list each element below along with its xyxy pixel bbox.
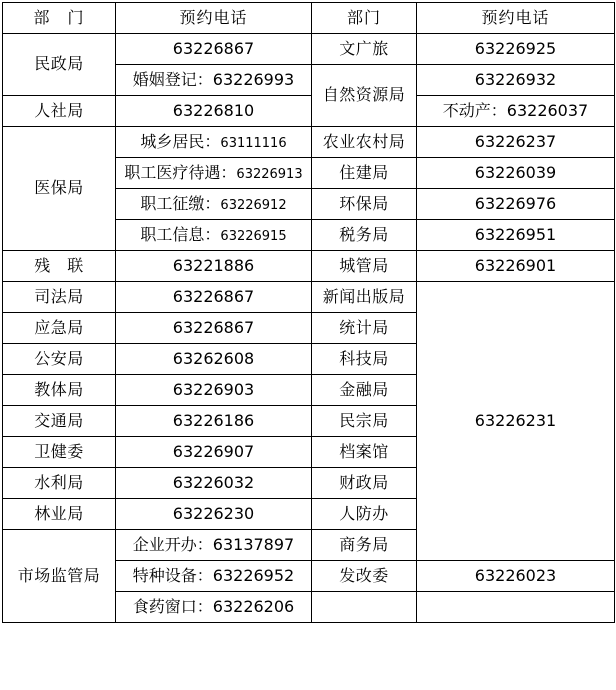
value-business-startup: 63137897 [212, 534, 295, 554]
phone-cell-wenguanglv: 63226925 [417, 34, 615, 65]
phone-cell-jiaotongju: 63226186 [116, 406, 312, 437]
label-urban-rural-residents: 城乡居民： [140, 131, 221, 151]
table-row [3, 127, 615, 158]
dept-cell-jiaotongju: 交通局 [3, 406, 116, 437]
dept-cell-huanbaoju: 环保局 [312, 189, 417, 220]
table-row [3, 34, 615, 65]
phone-cell-urban-rural-residents [116, 127, 312, 158]
dept-cell-weijianwei: 卫健委 [3, 437, 116, 468]
value-employee-medical-benefits: 63226913 [236, 166, 303, 182]
label-employee-collection: 职工征缴： [140, 193, 221, 213]
phone-cell-zhujianju: 63226039 [417, 158, 615, 189]
phone-cell-empty [417, 592, 615, 623]
header-dept-left: 部 门 [3, 3, 116, 34]
dept-cell-gonganju: 公安局 [3, 344, 116, 375]
phone-cell-renshejuˉ: 63226810 [116, 96, 312, 127]
appointment-phone-table [2, 2, 615, 623]
label-marriage-registration: 婚姻登记： [132, 69, 213, 89]
phone-cell-minzhengju-main: 63226867 [116, 34, 312, 65]
dept-cell-minzhengju: 民政局 [3, 34, 116, 96]
value-urban-rural-residents: 63111116 [220, 135, 287, 151]
value-food-drug-window: 63226206 [212, 596, 295, 616]
phone-cell-linyeju: 63226230 [116, 499, 312, 530]
dept-cell-jiaotiju: 教体局 [3, 375, 116, 406]
phone-cell-gonganju: 63262608 [116, 344, 312, 375]
phone-cell-employee-collection [116, 189, 312, 220]
header-phone-right: 预约电话 [417, 3, 615, 34]
dept-cell-zhujianju: 住建局 [312, 158, 417, 189]
dept-cell-renfangban: 人防办 [312, 499, 417, 530]
dept-cell-ziranziyuanju: 自然资源局 [312, 65, 417, 127]
dept-cell-chengguanju: 城管局 [312, 251, 417, 282]
phone-cell-canlian: 63221886 [116, 251, 312, 282]
phone-cell-employee-medical-benefits [116, 158, 312, 189]
phone-cell-shared-63226231: 63226231 [417, 282, 615, 561]
label-business-startup: 企业开办： [132, 534, 213, 554]
phone-cell-fagaiwei: 63226023 [417, 561, 615, 592]
dept-cell-caizhengju: 财政局 [312, 468, 417, 499]
header-phone-left: 预约电话 [116, 3, 312, 34]
value-marriage-registration: 63226993 [212, 69, 295, 89]
label-food-drug-window: 食药窗口： [132, 596, 213, 616]
phone-cell-real-estate [417, 96, 615, 127]
value-special-equipment: 63226952 [212, 565, 295, 585]
phone-cell-food-drug-window [116, 592, 312, 623]
dept-cell-yingjiju: 应急局 [3, 313, 116, 344]
table-header-row [3, 3, 615, 34]
dept-cell-shichangjianguanju: 市场监管局 [3, 530, 116, 623]
phone-cell-sifaju: 63226867 [116, 282, 312, 313]
dept-cell-empty [312, 592, 417, 623]
phone-cell-huanbaoju: 63226976 [417, 189, 615, 220]
phone-cell-special-equipment [116, 561, 312, 592]
table-row [3, 251, 615, 282]
dept-cell-danganguan: 档案馆 [312, 437, 417, 468]
table-row [3, 282, 615, 313]
dept-cell-nongyenongcunju: 农业农村局 [312, 127, 417, 158]
dept-cell-shuiliju: 水利局 [3, 468, 116, 499]
dept-cell-renshejuˉ: 人社局 [3, 96, 116, 127]
dept-cell-fagaiwei: 发改委 [312, 561, 417, 592]
table-row [3, 96, 615, 127]
dept-cell-canlian: 残 联 [3, 251, 116, 282]
phone-cell-shuiliju: 63226032 [116, 468, 312, 499]
phone-cell-nongyenongcunju: 63226237 [417, 127, 615, 158]
dept-cell-tongjiju: 统计局 [312, 313, 417, 344]
header-dept-right: 部门 [312, 3, 417, 34]
phone-cell-employee-info [116, 220, 312, 251]
label-special-equipment: 特种设备： [132, 565, 213, 585]
phone-cell-weijianwei: 63226907 [116, 437, 312, 468]
phone-cell-shuiwuju: 63226951 [417, 220, 615, 251]
dept-cell-shangwuju: 商务局 [312, 530, 417, 561]
phone-cell-business-startup [116, 530, 312, 561]
value-employee-collection: 63226912 [220, 197, 287, 213]
phone-cell-yingjiju: 63226867 [116, 313, 312, 344]
value-real-estate: 63226037 [506, 100, 589, 120]
phone-cell-jiaotiju: 63226903 [116, 375, 312, 406]
label-real-estate: 不动产： [442, 100, 507, 120]
value-employee-info: 63226915 [220, 228, 287, 244]
phone-cell-ziranziyuanju: 63226932 [417, 65, 615, 96]
phone-cell-marriage-registration [116, 65, 312, 96]
phone-cell-chengguanju: 63226901 [417, 251, 615, 282]
dept-cell-minzongju: 民宗局 [312, 406, 417, 437]
dept-cell-kejiju: 科技局 [312, 344, 417, 375]
dept-cell-sifaju: 司法局 [3, 282, 116, 313]
dept-cell-shuiwuju: 税务局 [312, 220, 417, 251]
dept-cell-wenguanglv: 文广旅 [312, 34, 417, 65]
dept-cell-yibaoju: 医保局 [3, 127, 116, 251]
dept-cell-jinrongju: 金融局 [312, 375, 417, 406]
label-employee-info: 职工信息： [140, 224, 221, 244]
label-employee-medical-benefits: 职工医疗待遇： [124, 162, 237, 182]
dept-cell-xinwenchubanju: 新闻出版局 [312, 282, 417, 313]
dept-cell-linyeju: 林业局 [3, 499, 116, 530]
